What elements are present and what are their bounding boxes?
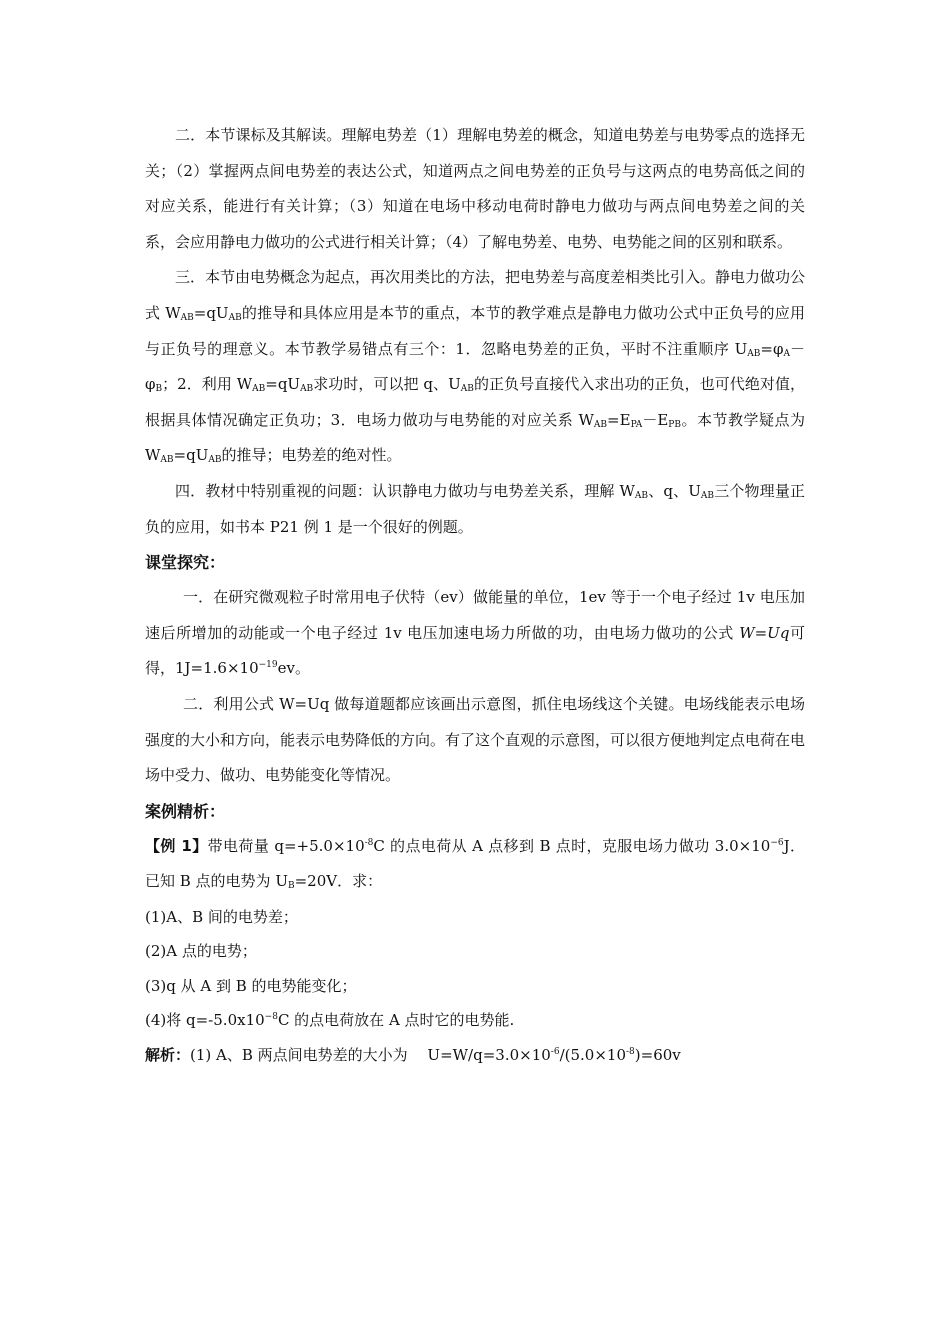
heading-case-analysis: 案例精析：: [145, 801, 226, 821]
paragraph-textbook-focus: 四．教材中特别重视的问题：认识静电力做功与电势差关系，理解 $W_{AB}$、q、$U_{AB}$三个物理量正负的应用，如书本 P21 例 1 是一个很好的例题。: [145, 481, 805, 536]
question-2: (2)A 点的电势；: [145, 942, 257, 961]
solution-line: 解析：(1) A、B 两点间电势差的大小为 $U=W/q=3.0\times 10^{-6}/(5.0\times 10^{-8})=60v$: [145, 1045, 681, 1064]
solution-label: 解析：: [145, 1045, 191, 1064]
paragraph-key-points: 三．本节由电势概念为起点，再次用类比的方法，把电势差与高度差相类比引入。静电力做功公式 $W_{AB}=qU_{AB}$的推导和具体应用是本节的重点，本节的教学难点是静电力做功公式中正负号的应用与正负号的理意义。本节教学易错点有三个：1．忽略电势差的正负，平时不注重顺序 $U_{AB}=\varphi_A-\varphi_B$；2．利用 $W_{AB}=qU_{AB}$求功时，可以把 q、$U_{AB}$的正负号直接代入求出功的正负，也可代绝对值，根据具体情况确定正负功；3．电场力做功与电势能的对应关系 $W_{AB}=E_{PA}-E_{PB}$。本节教学疑点为 $W_{AB}=qU_{AB}$的推导；电势差的绝对性。: [145, 268, 806, 466]
question-4: (4)将 $q=-5.0x10^{-8}C$ 的点电荷放在 A 点时它的电势能.: [145, 1011, 515, 1030]
example-1-label: 【例 1】: [145, 836, 208, 855]
paragraph-curriculum-standards: 二．本节课标及其解读。理解电势差（1）理解电势差的概念，知道电势差与电势零点的选择无关；（2）掌握两点间电势差的表达公式，知道两点之间电势差的正负号与这两点的电势高低之间的对应关系，能进行有关计算；（3）知道在电场中移动电荷时静电力做功与两点间电势差之间的关系，会应用静电力做功的公式进行相关计算；（4）了解电势差、电势、电势能之间的区别和联系。: [145, 126, 805, 251]
formula-w-uq: W=Uq: [739, 623, 790, 642]
question-1: (1)A、B 间的电势差；: [145, 907, 298, 926]
paragraph-diagram-advice: 二．利用公式 W=Uq 做每道题都应该画出示意图，抓住电场线这个关键。电场线能表示电场强度的大小和方向，能表示电势降低的方向。有了这个直观的示意图，可以很方便地判定点电荷在电场中受力、做功、电势能变化等情况。: [145, 694, 806, 785]
paragraph-electron-volt: 一．在研究微观粒子时常用电子伏特（ev）做能量的单位，1ev 等于一个电子经过 1v 电压加速后所增加的动能或一个电子经过 1v 电压加速电场力所做的功，由电场力做功的公式 W=Uq可得，$1J=1.6\times 10^{-19}ev$。: [145, 588, 805, 678]
question-3: (3)q 从 A 到 B 的电势能变化；: [145, 976, 357, 995]
heading-classroom-inquiry: 课堂探究：: [145, 553, 226, 573]
page-content: [145, 118, 805, 1072]
example-1-statement: 【例 1】带电荷量 $q=+5.0\times 10^{-8}C$ 的点电荷从 A 点移到 B 点时，克服电场力做功 $3.0\times 10^{-6}J$．已知 B 点的电势为 $U_B=20V$．求：: [145, 836, 806, 892]
